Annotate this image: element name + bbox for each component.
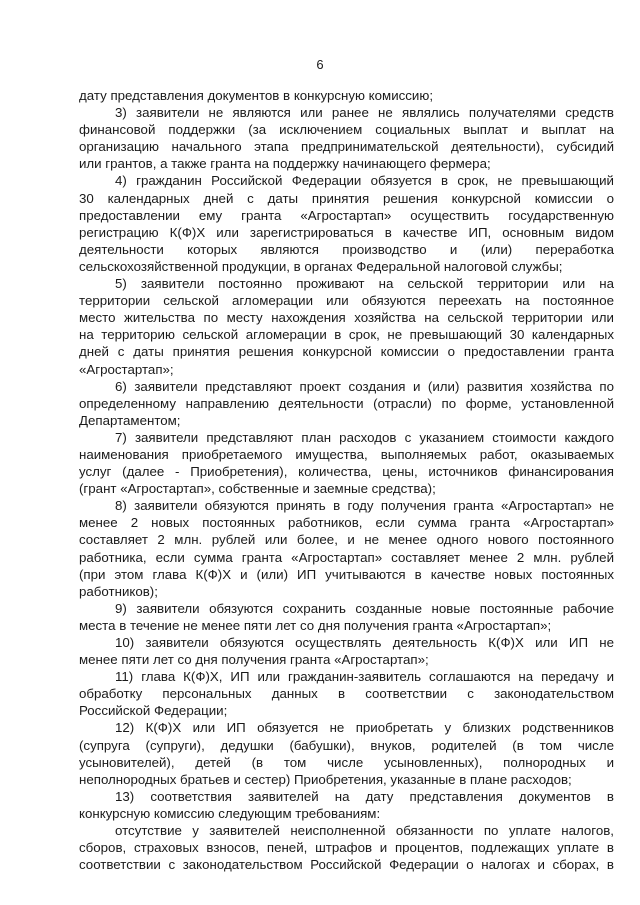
text-line: финансовой поддержки (за исключением социальных выплат и выплат на [79, 122, 614, 138]
text-line: неполнородных братьев и сестер) Приобретения, указанные в плане расходов; [79, 771, 572, 787]
text-line: соответствии с законодательством Российской Федерации о налогах и сборах, в [79, 857, 614, 873]
text-line: менее пяти лет со дня получения гранта «Агростартап»; [79, 652, 429, 668]
text-line: (при этом глава К(Ф)Х и (или) ИП учитываются в качестве новых постоянных [79, 566, 614, 582]
text-line: места в течение не менее пяти лет со дня получения гранта «Агростартап»; [79, 617, 552, 633]
text-line: дату представления документов в конкурсную комиссию; [79, 88, 434, 103]
text-line: место жительства по месту нахождения хозяйства на сельской территории или [79, 310, 614, 326]
text-line: 5) заявители постоянно проживают на сельской территории или на [115, 276, 614, 292]
text-line: 12) К(Ф)Х или ИП обязуется не приобретать у близких родственников [115, 720, 614, 736]
body-text [79, 87, 614, 873]
text-line: регистрацию К(Ф)Х или зарегистрироваться в качестве ИП, основным видом [79, 224, 614, 240]
text-line: (супруга (супруги), дедушки (бабушки), внуков, родителей (в том числе [79, 737, 614, 753]
text-line: работников); [79, 583, 158, 599]
text-line: конкурсную комиссию следующим требованиям: [79, 805, 381, 821]
text-line: 6) заявители представляют проект создания и (или) развития хозяйства по [115, 378, 614, 394]
text-line: 10) заявители обязуются осуществлять деятельность К(Ф)Х или ИП не [115, 635, 614, 650]
text-line: 13) соответствия заявителей на дату представления документов в [115, 788, 614, 804]
text-line: 4) гражданин Российской Федерации обязуется в срок, не превышающий [115, 173, 614, 189]
text-line: организацию начального этапа предпринимательской деятельности), субсидий [79, 139, 614, 155]
text-line: «Агростартап»; [79, 361, 174, 377]
text-line: работника, если сумма гранта «Агростартап» составляет менее 2 млн. рублей [79, 549, 614, 565]
text-line: на территорию сельской агломерации в срок, не превышающий 30 календарных [79, 327, 614, 343]
text-line: 8) заявители обязуются принять в году получения гранта «Агростартап» не [115, 498, 614, 514]
text-line: предоставлении ему гранта «Агростартап» осуществить государственную [79, 207, 614, 223]
text-line: или грантов, а также гранта на поддержку начинающего фермера; [79, 156, 491, 172]
text-line: 30 календарных дней с даты принятия решения конкурсной комиссии о [79, 190, 614, 206]
text-line: (грант «Агростартап», собственные и заемные средства); [79, 481, 436, 497]
text-line: менее 2 новых постоянных работников, если сумма гранта «Агростартап» [79, 515, 614, 531]
text-line: наименования приобретаемого имущества, выполняемых работ, оказываемых [79, 446, 614, 462]
text-line: усыновителей), детей (в том числе усыновленных), полнородных и [79, 754, 614, 770]
page-number: 6 [316, 57, 324, 72]
text-line: отсутствие у заявителей неисполненной обязанности по уплате налогов, [115, 823, 614, 839]
text-line: обработку персональных данных в соответствии с законодательством [79, 686, 614, 702]
text-line: сборов, страховых взносов, пеней, штрафов и процентов, подлежащих уплате в [79, 840, 614, 856]
text-line: Российской Федерации; [79, 703, 228, 719]
text-line: 7) заявители представляют план расходов с указанием стоимости каждого [115, 429, 614, 445]
text-line: дней с даты принятия решения конкурсной комиссии о предоставлении гранта [79, 344, 614, 360]
text-line: территории сельской агломерации или обязуются переехать на постоянное [79, 293, 614, 309]
text-line: 3) заявители не являются или ранее не являлись получателями средств [115, 105, 614, 121]
text-line: 11) глава К(Ф)Х, ИП или гражданин-заявитель соглашаются на передачу и [115, 669, 614, 685]
text-line: услуг (далее - Приобретения), количества, цены, источников финансирования [79, 464, 614, 480]
text-line: 9) заявители обязуются сохранить созданные новые постоянные рабочие [115, 600, 614, 616]
text-line: сельскохозяйственной продукции, в органах Федеральной налоговой службы; [79, 258, 563, 274]
text-line: Департаментом; [79, 412, 181, 428]
text-line: деятельности которых являются производство и (или) переработка [79, 241, 614, 257]
text-line: определенному направлению деятельности (отрасли) по форме, установленной [79, 395, 614, 411]
text-line: составляет 2 млн. рублей или более, и не менее одного нового постоянного [79, 532, 614, 548]
